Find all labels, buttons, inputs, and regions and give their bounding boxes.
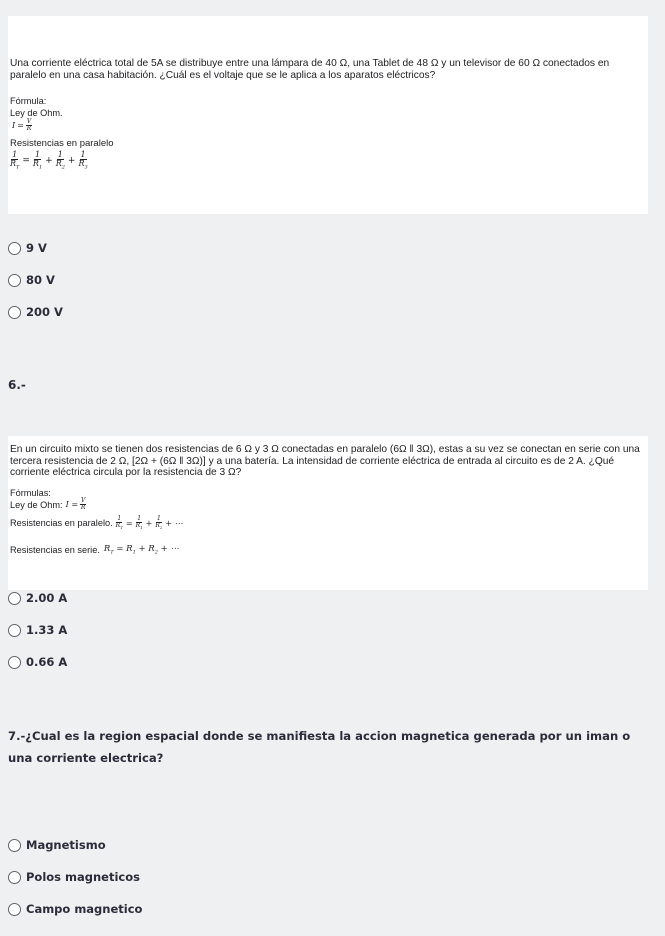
- parallel-row: Resistencias en paralelo. $\frac{1}{R_T}$ = $\frac{1}{R_1}$ + $\frac{1}{R_2}$ + ⋯: [10, 515, 183, 531]
- option-label: 80 V: [26, 273, 55, 287]
- q6-option-1[interactable]: [8, 588, 67, 608]
- q5-option-2[interactable]: [8, 270, 55, 290]
- question-5-card: [8, 16, 648, 214]
- question-5-text: Una corriente eléctrica total de 5A se distribuye entre una lámpara de 40 Ω, una Tablet de 48 Ω y un televisor de 60 Ω conectados en paralelo en una casa habitación. ¿Cuál es el voltaje que se le aplica a los aparatos eléctricos?: [10, 58, 610, 81]
- radio-button[interactable]: [8, 656, 21, 669]
- question-6-text: En un circuito mixto se tienen dos resistencias de 6 Ω y 3 Ω conectadas en paralelo (6Ω ‖ 3Ω), estas a su vez se conectan en serie con una tercera resistencia de 2 Ω, [2Ω + (6Ω ‖ 3Ω)] y a una batería. La intensidad de corriente eléctrica de entrada al circuito es de 2 A. ¿Qué corriente eléctrica circula por la resistencia de 3 Ω?: [10, 444, 640, 478]
- q5-option-1[interactable]: [8, 238, 47, 258]
- radio-button[interactable]: [8, 839, 21, 852]
- question-6-card: [8, 436, 648, 590]
- radio-button[interactable]: [8, 871, 21, 884]
- q6-option-2[interactable]: [8, 620, 67, 640]
- option-label: 1.33 A: [26, 623, 68, 637]
- radio-button[interactable]: [8, 306, 21, 319]
- option-label: Campo magnetico: [26, 902, 143, 916]
- formula-label: Fórmula:: [10, 96, 47, 106]
- radio-button[interactable]: [8, 242, 21, 255]
- radio-button[interactable]: [8, 903, 21, 916]
- q5-option-3[interactable]: [8, 302, 63, 322]
- formulas-label: Fórmulas:: [10, 488, 51, 498]
- question-7-text: 7.-¿Cual es la region espacial donde se manifiesta la accion magnetica generada por un iman o una corriente electrica?: [8, 729, 631, 765]
- ohm-law-equation: I = $\frac{V}{R}$: [12, 118, 32, 132]
- option-label: 9 V: [26, 241, 47, 255]
- q7-option-3[interactable]: [8, 899, 142, 919]
- parallel-label: Resistencias en paralelo: [10, 138, 114, 149]
- series-row: Resistencias en serie. $R_T = R_1 + R_2$ + ⋯: [10, 544, 179, 556]
- q7-option-2[interactable]: [8, 867, 140, 887]
- ohm-law-row: Ley de Ohm: I = $\frac{V}{R}$: [10, 497, 86, 511]
- series-label: Resistencias en serie.: [10, 544, 100, 555]
- q6-option-3[interactable]: [8, 652, 67, 672]
- option-label: 2.00 A: [26, 591, 68, 605]
- option-label: Polos magneticos: [26, 870, 140, 884]
- ohm-law-label: Ley de Ohm.: [10, 108, 63, 118]
- parallel-equation: $\frac{1}{R_T}$ = $\frac{1}{R_1}$ + $\frac{1}{R_2}$ + $\frac{1}{R_3}$: [10, 150, 88, 171]
- option-label: 0.66 A: [26, 655, 68, 669]
- radio-button[interactable]: [8, 274, 21, 287]
- radio-button[interactable]: [8, 624, 21, 637]
- q7-option-1[interactable]: [8, 835, 106, 855]
- parallel-label: Resistencias en paralelo.: [10, 518, 113, 529]
- ohm-law-label: Ley de Ohm:: [10, 499, 63, 510]
- question-6-number: 6.-: [8, 378, 26, 392]
- option-label: 200 V: [26, 305, 63, 319]
- option-label: Magnetismo: [26, 838, 106, 852]
- radio-button[interactable]: [8, 592, 21, 605]
